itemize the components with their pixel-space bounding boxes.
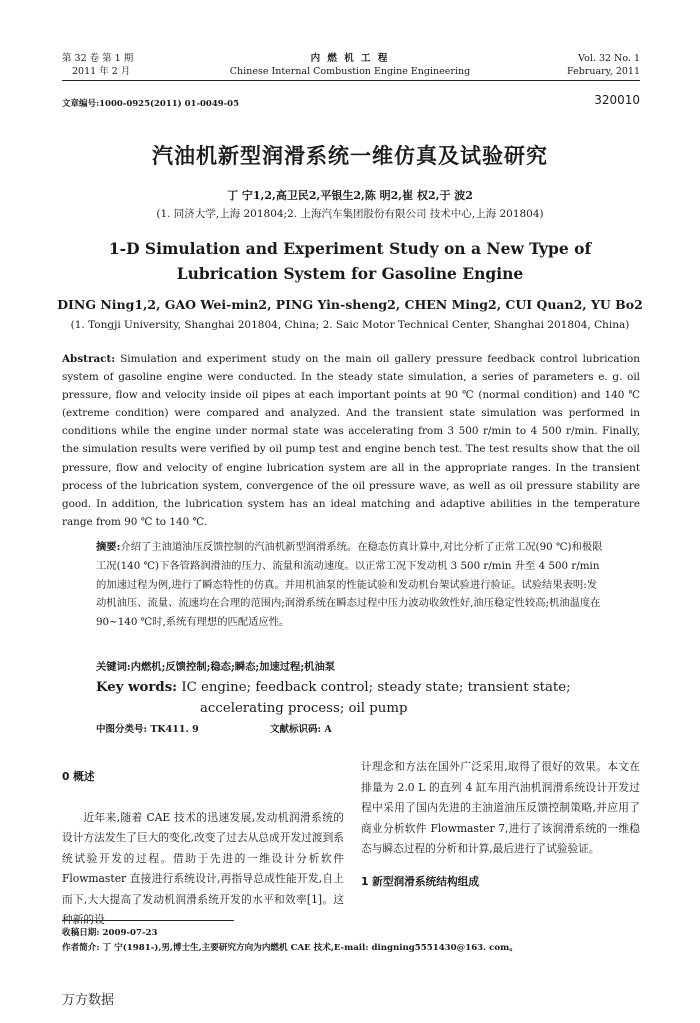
keywords-en-label: Key words: bbox=[96, 680, 178, 695]
authors-cn: 丁 宁1,2,高卫民2,平银生2,陈 明2,崔 权2,于 波2 bbox=[227, 189, 473, 202]
abstract-en bbox=[62, 350, 640, 531]
body-right-column bbox=[361, 757, 640, 892]
journal-vol-en: Vol. 32 No. 1 bbox=[578, 53, 640, 64]
affiliation-en: (1. Tongji University, Shanghai 201804, China; 2. Saic Motor Technical Center, Shanghai 201804, China) bbox=[70, 319, 630, 331]
body-left-column bbox=[62, 757, 344, 931]
keywords-en bbox=[96, 677, 604, 719]
watermark: 万方数据 bbox=[62, 993, 115, 1008]
document-code: 文献标识码: A bbox=[270, 724, 332, 735]
received-date: 收稿日期: 2009-07-23 bbox=[62, 928, 158, 938]
keywords-en-line1: IC engine; feedback control; steady state; transient state; bbox=[181, 680, 571, 695]
abstract-cn bbox=[96, 538, 604, 632]
title-en-line1: 1-D Simulation and Experiment Study on a New Type of bbox=[108, 239, 592, 258]
title-en bbox=[0, 236, 700, 286]
section-0-title: 0 概述 bbox=[62, 770, 95, 783]
journal-date: 2011 年 2 月 bbox=[72, 66, 131, 77]
journal-volume: 第 32 卷 第 1 期 bbox=[62, 53, 134, 64]
abstract-cn-text: 介绍了主油道油压反馈控制的汽油机新型润滑系统。在稳态仿真计算中,对比分析了正常工况(90 ℃)和极限工况(140 ℃)下各管路润滑油的压力、流量和流动速度。以正常工况下发动机 3 500 r/min 升至 4 500 r/min 的加速过程为例,进行了瞬态特性的仿真。并用机油泵的性能试验和发动机台架试验进行验证。试验结果表明:发动机油压、流量、流速均在合理的范围内;润滑系统在瞬态过程中压力波动收敛性好,油压稳定性较高;机油温度在 90~140 ℃时,系统有理想的匹配适应性。 bbox=[96, 541, 603, 629]
affiliation-cn: (1. 同济大学,上海 201804;2. 上海汽车集团股份有限公司 技术中心,上海 201804) bbox=[156, 208, 544, 220]
classification-number: 中图分类号: TK411. 9 bbox=[96, 724, 199, 735]
abstract-en-text: Simulation and experiment study on the main oil gallery pressure feedback control lubrication system of gasoline engine were conducted. In the steady state simulation, a series of parameters e. g. oil pressure, flow and velocity inside oil pipes at each important points at 90 ℃ (normal condition) and 140 ℃ (extreme condition) were compared and analyzed. And the transient state simulation was performed in conditions while the engine under normal state was accelerating from 3 500 r/min to 4 500 r/min. Finally, the simulation results were verified by oil pump test and engine bench test. The test results show that the oil pressure, flow and velocity of engine lubrication system are all in the appropriate ranges. In the transient process of the lubrication system, convergence of the oil pressure wave, as well as oil pressure stability are good. In addition, the lubrication system has an ideal matching and adaptive abilities in the temperature range from 90 ℃ to 140 ℃. bbox=[62, 353, 640, 528]
title-cn: 汽油机新型润滑系统一维仿真及试验研究 bbox=[152, 144, 548, 168]
handwritten-code: 320010 bbox=[594, 93, 640, 107]
article-number: 文章编号:1000-0925(2011) 01-0049-05 bbox=[62, 99, 240, 109]
journal-name-en: Chinese Internal Combustion Engine Engineering bbox=[229, 66, 471, 77]
footnote-rule bbox=[62, 920, 234, 921]
section-1-title: 1 新型润滑系统结构组成 bbox=[361, 874, 480, 888]
title-en-line2: Lubrication System for Gasoline Engine bbox=[176, 264, 524, 283]
keywords-en-line2: accelerating process; oil pump bbox=[200, 701, 408, 716]
abstract-cn-label: 摘要: bbox=[96, 541, 121, 553]
abstract-en-label: Abstract: bbox=[62, 353, 116, 365]
keywords-cn: 关键词:内燃机;反馈控制;稳态;瞬态;加速过程;机油泵 bbox=[96, 661, 336, 673]
section-0-paragraph: 近年来,随着 CAE 技术的迅速发展,发动机润滑系统的设计方法发生了巨大的变化,改变了过去从总成开发过渡到系统试验开发的过程。借助于先进的一维设计分析软件 Flowmaster 直接进行系统设计,再指导总成性能开发,自上而下,大大提高了发动机润滑系统开发的水平和效率[1]。这种新的设 bbox=[62, 810, 344, 926]
journal-name-cn: 内 燃 机 工 程 bbox=[310, 53, 390, 64]
header-rule bbox=[62, 80, 640, 81]
journal-month-en: February, 2011 bbox=[567, 66, 640, 77]
authors-en: DING Ning1,2, GAO Wei-min2, PING Yin-sheng2, CHEN Ming2, CUI Quan2, YU Bo2 bbox=[57, 297, 643, 312]
right-paragraph: 计理念和方法在国外广泛采用,取得了很好的效果。本文在排量为 2.0 L 的直列 4 缸车用汽油机润滑系统设计开发过程中采用了国内先进的主油道油压反馈控制策略,并应用了商业分析软件 Flowmaster 7,进行了该润滑系统的一维稳态与瞬态过程的分析和计算,最后进行了试验验证。 bbox=[361, 760, 640, 855]
author-bio: 作者简介: 丁 宁(1981-),男,博士生,主要研究方向为内燃机 CAE 技术,E-mail: dingning5551430@163. com。 bbox=[62, 943, 518, 953]
